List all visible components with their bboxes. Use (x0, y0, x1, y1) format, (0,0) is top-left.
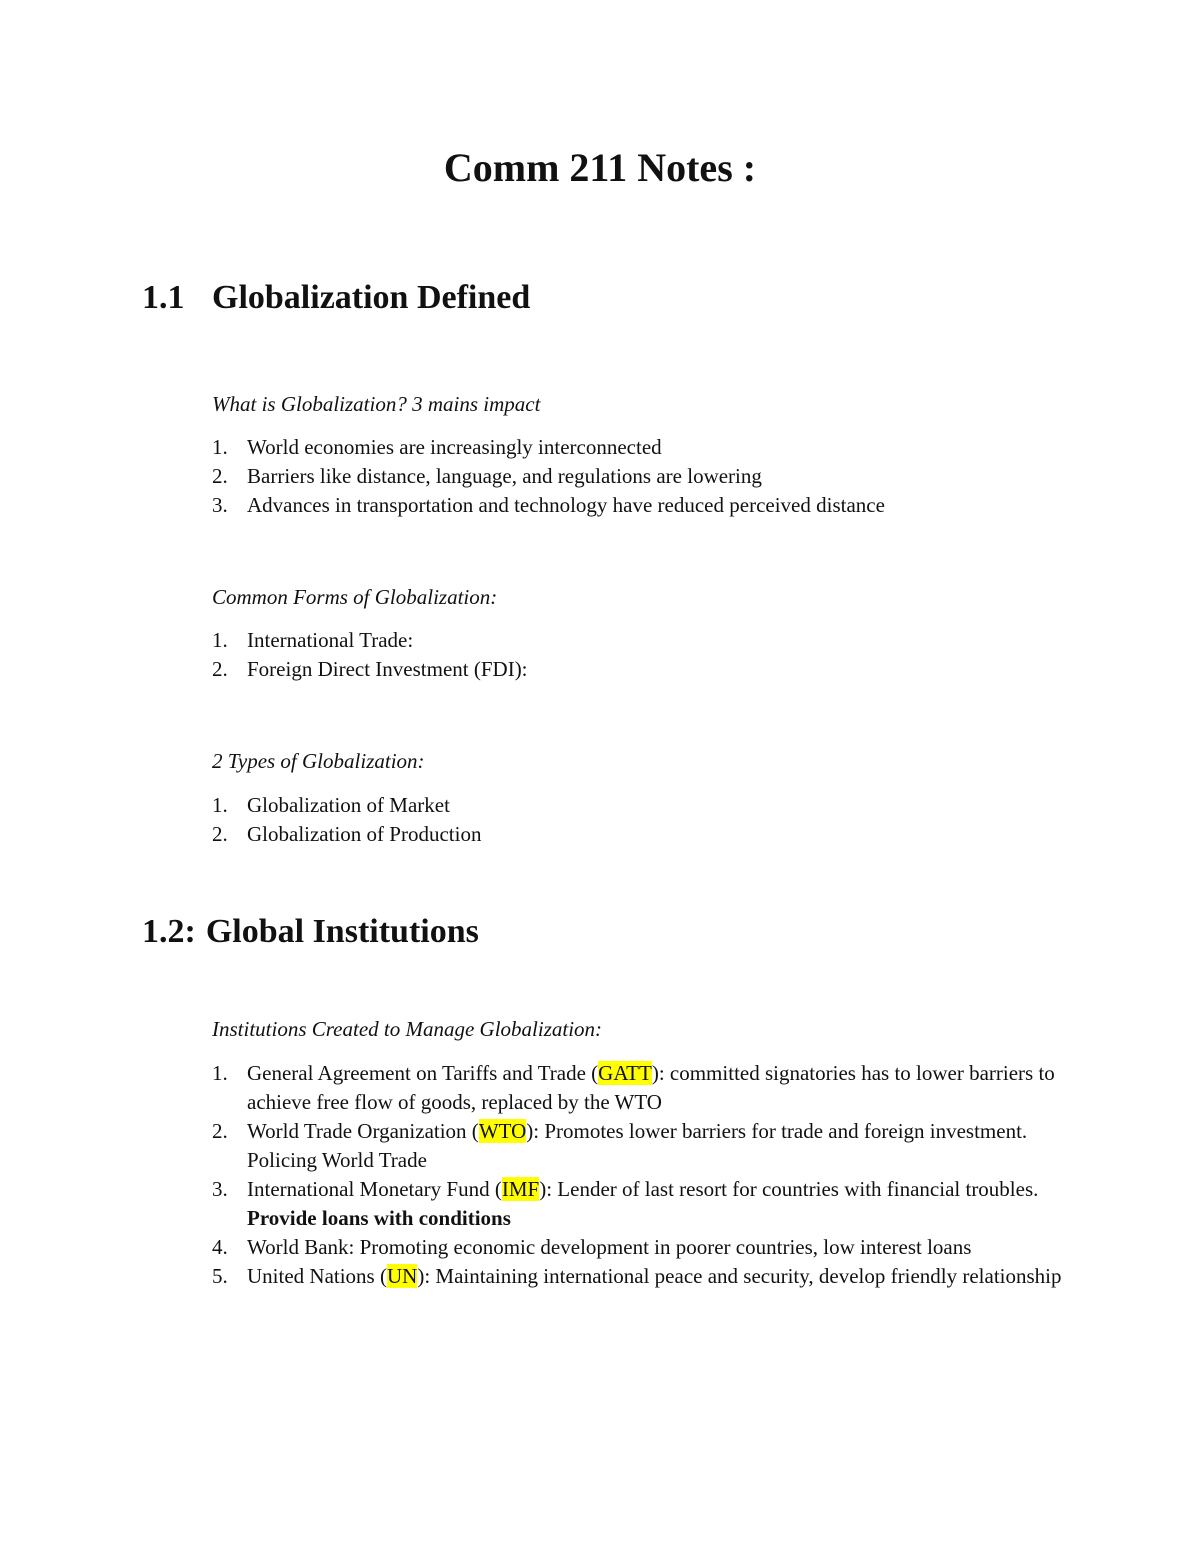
section-heading-globalization-defined (142, 276, 530, 320)
types-list (212, 791, 1072, 849)
forms-subheading: Common Forms of Globalization: (212, 585, 498, 609)
abbr-highlight: GATT (598, 1061, 652, 1085)
section-title: Globalization Defined (212, 279, 531, 316)
list-item: 2. Barriers like distance, language, and regulations are lowering (212, 464, 762, 488)
section-title: Global Institutions (205, 913, 479, 950)
institutions-subheading: Institutions Created to Manage Globalization: (212, 1017, 603, 1041)
abbr-highlight: WTO (478, 1119, 527, 1143)
section-number: 1.2: (142, 913, 196, 950)
list-item-imf: 3. International Monetary Fund (IMF): Lender of last resort for countries with financial troubles. Provide loans with conditions (212, 1177, 1039, 1230)
list-item-gatt: 1. General Agreement on Tariffs and Trade (GATT): committed signatories has to lower barriers to achieve free flow of goods, replaced by the WTO (212, 1061, 1055, 1114)
forms-list (212, 626, 1072, 684)
impact-subheading: What is Globalization? 3 mains impact (212, 392, 541, 416)
list-item-world-bank: 4. World Bank: Promoting economic development in poorer countries, low interest loans (212, 1235, 972, 1259)
abbr-highlight: UN (386, 1264, 418, 1288)
document-title: Comm 211 Notes : (443, 145, 757, 190)
abbr-highlight: IMF (501, 1177, 540, 1201)
list-item: 1. World economies are increasingly interconnected (212, 435, 662, 459)
list-item-un: 5. United Nations (UN): Maintaining international peace and security, develop friendly relationship (212, 1264, 1062, 1288)
types-subheading: 2 Types of Globalization: (212, 749, 425, 773)
list-item: 2. Foreign Direct Investment (FDI): (212, 657, 528, 681)
section-number: 1.1 (142, 279, 185, 316)
institutions-list (212, 1059, 1072, 1291)
bold-emphasis: Provide loans with conditions (247, 1206, 511, 1230)
list-item: 3. Advances in transportation and technology have reduced perceived distance (212, 493, 885, 517)
list-item: 1. International Trade: (212, 628, 414, 652)
list-item: 1. Globalization of Market (212, 793, 450, 817)
list-item: 2. Globalization of Production (212, 822, 482, 846)
list-item-wto: 2. World Trade Organization (WTO): Promotes lower barriers for trade and foreign investment. Policing World Trade (212, 1119, 1028, 1172)
section-heading-global-institutions (142, 910, 479, 954)
impact-list (212, 433, 1072, 520)
